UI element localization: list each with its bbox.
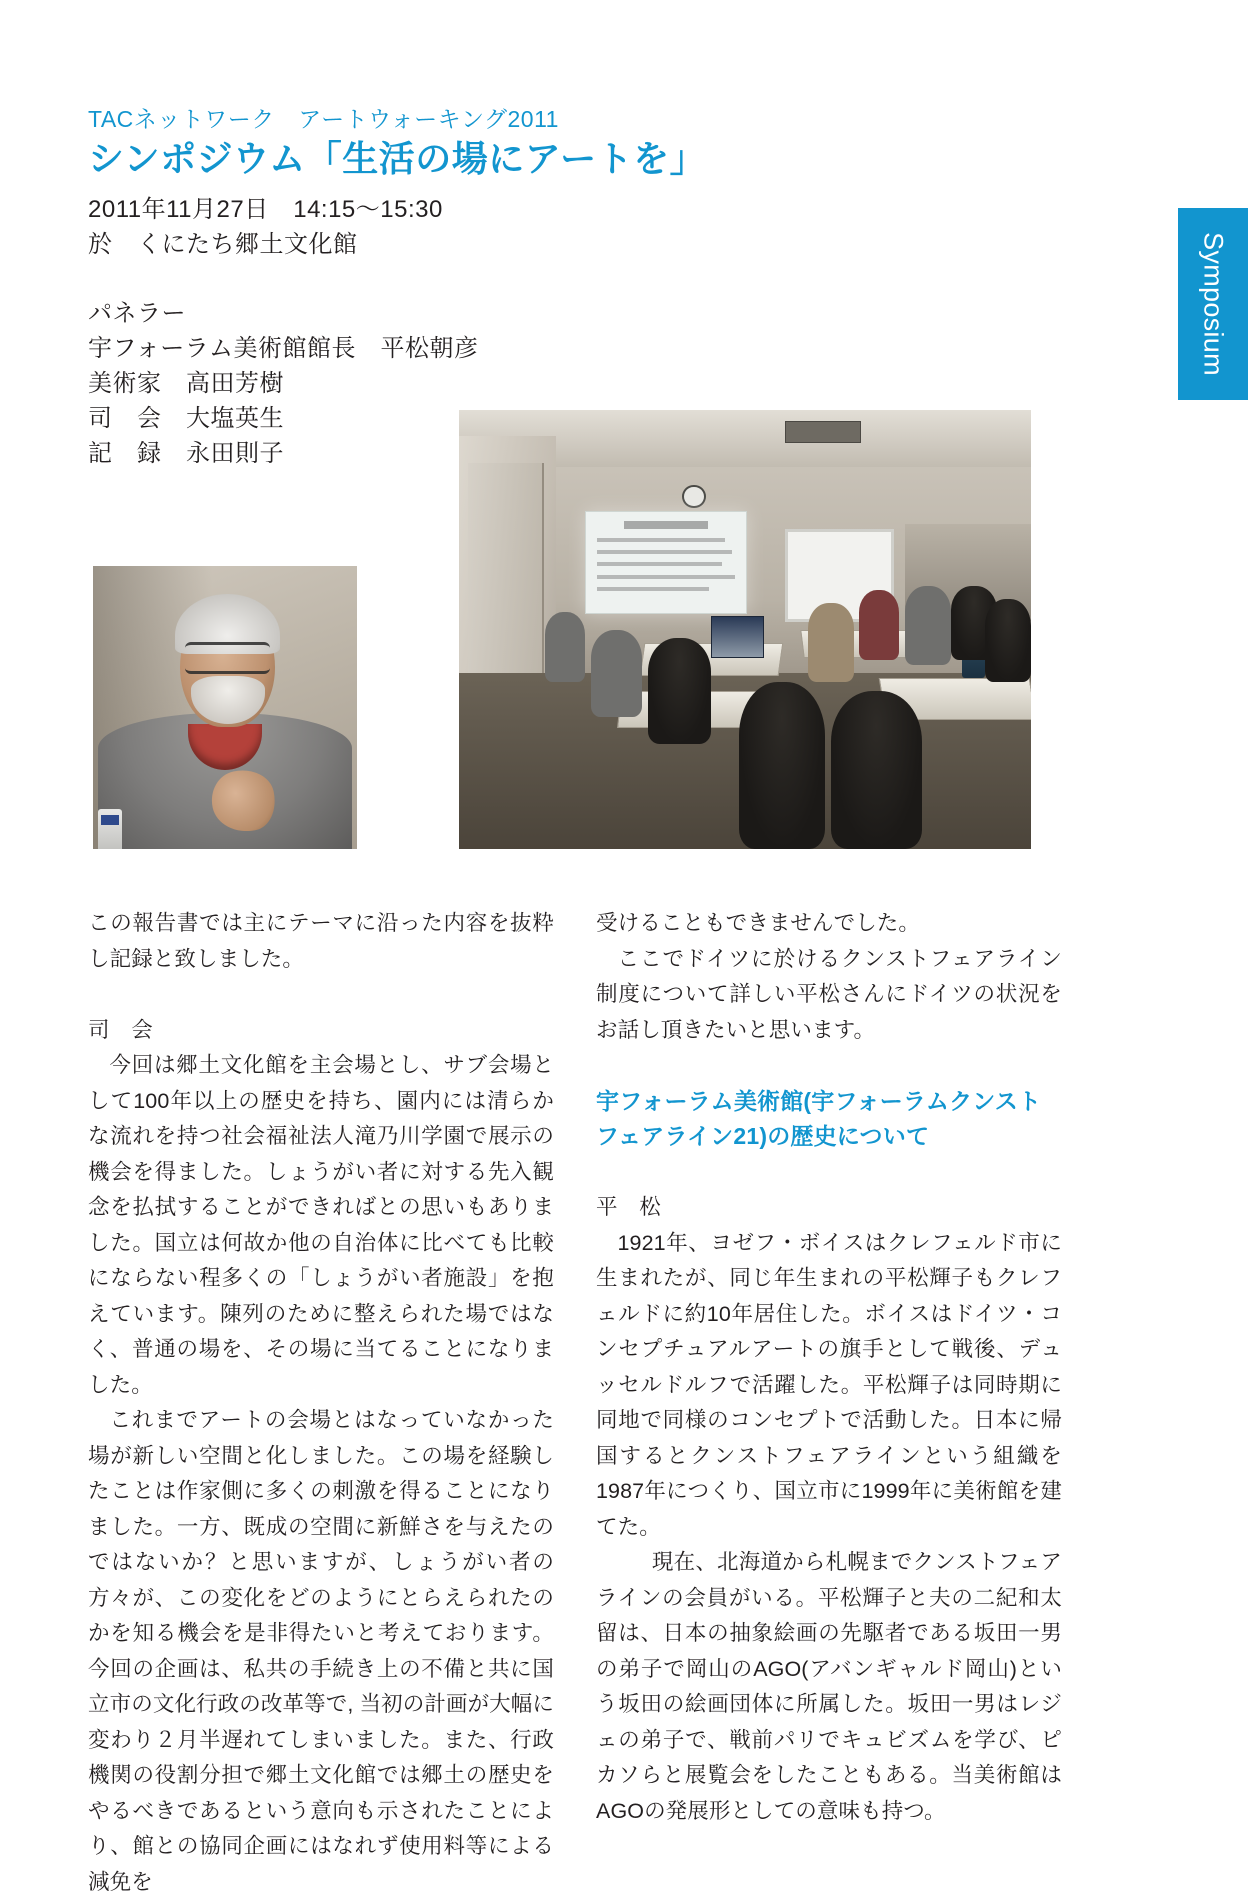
photo-attendee (808, 603, 854, 682)
paragraph-spacer (596, 1048, 1062, 1084)
photo-attendee (591, 630, 642, 718)
photo-attendee (985, 599, 1031, 682)
panelists-label: パネラー (88, 300, 186, 327)
continuation-paragraph: 受けることもできませんでした。 (596, 911, 921, 935)
photo-attendee (739, 682, 825, 849)
photo-glasses (185, 642, 269, 673)
body-column-left (88, 906, 554, 1900)
speaker-label-hiramatsu: 平 松 (596, 1195, 661, 1219)
body-paragraph: 現在、北海道から札幌までクンストフェアラインの会員がいる。平松輝子と夫の二紀和太留は、日本の抽象絵画の先駆者である坂田一男の弟子で岡山のAGO(アバンギャルド岡山)という坂田の絵画団体に所属した。坂田一男はレジェの弟子で、戦前パリでキュビズムを学び、ピカソらと展覧会をしたこともある。当美術館はAGOの発展形としての意味も持つ。 (596, 1550, 1062, 1823)
intro-paragraph: この報告書では主にテーマに沿った内容を抜粋し記録と致しました。 (88, 911, 554, 971)
photo-attendee (905, 586, 951, 665)
photo-bottle (98, 809, 122, 849)
body-paragraph: これまでアートの会場とはなっていなかった場が新しい空間と化しました。この場を経験したことは作家側に多くの刺激を得ることになりました。一方、既成の空間に新鮮さを与えたのではないか？と思いますが、しょうがい者の方々が、この変化をどのようにとらえられたのかを知る機会を是非得たいと考えております。今回の企画は、私共の手続き上の不備と共に国立市の文化行政の改革等で, 当初の計画が大幅に変わり２月半遅れてしまいました。また、行政機関の役割分担で郷土文化館では郷土の歴史をやるべきであるという意向も示されたことにより、館との協同企画にはなれず使用料等による減免を (88, 1408, 554, 1894)
panelist-item: 司 会 大塩英生 (88, 405, 284, 432)
photo-slide-line (597, 550, 732, 554)
photo-wall-clock (682, 485, 705, 508)
page-title: シンポジウム「生活の場にアートを」 (88, 138, 707, 179)
event-venue: 於 くにたち郷土文化館 (88, 231, 358, 258)
portrait-photo-panelist (93, 566, 357, 849)
symposium-side-tab (1178, 208, 1248, 400)
panelist-item: 美術家 高田芳樹 (88, 370, 284, 397)
photo-attendee (648, 638, 711, 743)
photo-projection-screen (585, 511, 747, 614)
panelist-item: 宇フォーラム美術館館長 平松朝彦 (88, 335, 479, 362)
body-paragraph: 1921年、ヨゼフ・ボイスはクレフェルド市に生まれたが、同じ年生まれの平松輝子もクレフェルドに約10年居住した。ボイスはドイツ・コンセプチュアルアートの旗手として戦後、デュッセルドルフで活躍した。平松輝子は同時期に同地で同様のコンセプトで活動した。日本に帰国するとクンストフェアラインという組織を1987年につくり、国立市に1999年に美術館を建てた。 (596, 1230, 1062, 1539)
speaker-label-moderator: 司 会 (88, 1017, 153, 1042)
paragraph-spacer (596, 1155, 1062, 1191)
photo-slide-line (597, 587, 709, 591)
symposium-room-photo (459, 410, 1031, 849)
header-kicker: TACネットワーク アートウォーキング2011 (88, 106, 559, 132)
body-column-right (596, 906, 1062, 1829)
section-sub-heading: 宇フォーラム美術館(宇フォーラムクンストフェアライン21)の歴史について (596, 1087, 1042, 1149)
side-tab-label: Symposium (1198, 232, 1229, 376)
photo-attendee (831, 691, 923, 849)
event-datetime: 2011年11月27日 14:15〜15:30 (88, 196, 443, 223)
photo-laptop (711, 616, 764, 658)
photo-attendee (859, 590, 899, 660)
paragraph-spacer (88, 977, 554, 1013)
photo-slide-line (597, 562, 722, 566)
panelist-item: 記 録 永田則子 (88, 440, 284, 467)
body-paragraph: ここでドイツに於けるクンストフェアライン制度について詳しい平松さんにドイツの状況をお話し頂きたいと思います。 (596, 946, 1062, 1042)
photo-attendee (545, 612, 585, 682)
photo-ceiling-vent (785, 421, 861, 443)
photo-slide-line (597, 538, 725, 542)
body-paragraph: 今回は郷土文化館を主会場とし、サブ会場として100年以上の歴史を持ち、園内には清らかな流れを持つ社会福祉法人滝乃川学園で展示の機会を得ました。しょうがい者に対する先入観念を払拭することができればとの思いもありました。国立は何故か他の自治体に比べても比較にならない程多くの「しょうがい者施設」を抱えています。陳列のために整えられた場ではなく、普通の場を、その場に当てることになりました。 (88, 1053, 554, 1397)
photo-slide-title (624, 521, 707, 529)
photo-slide-line (597, 575, 735, 579)
